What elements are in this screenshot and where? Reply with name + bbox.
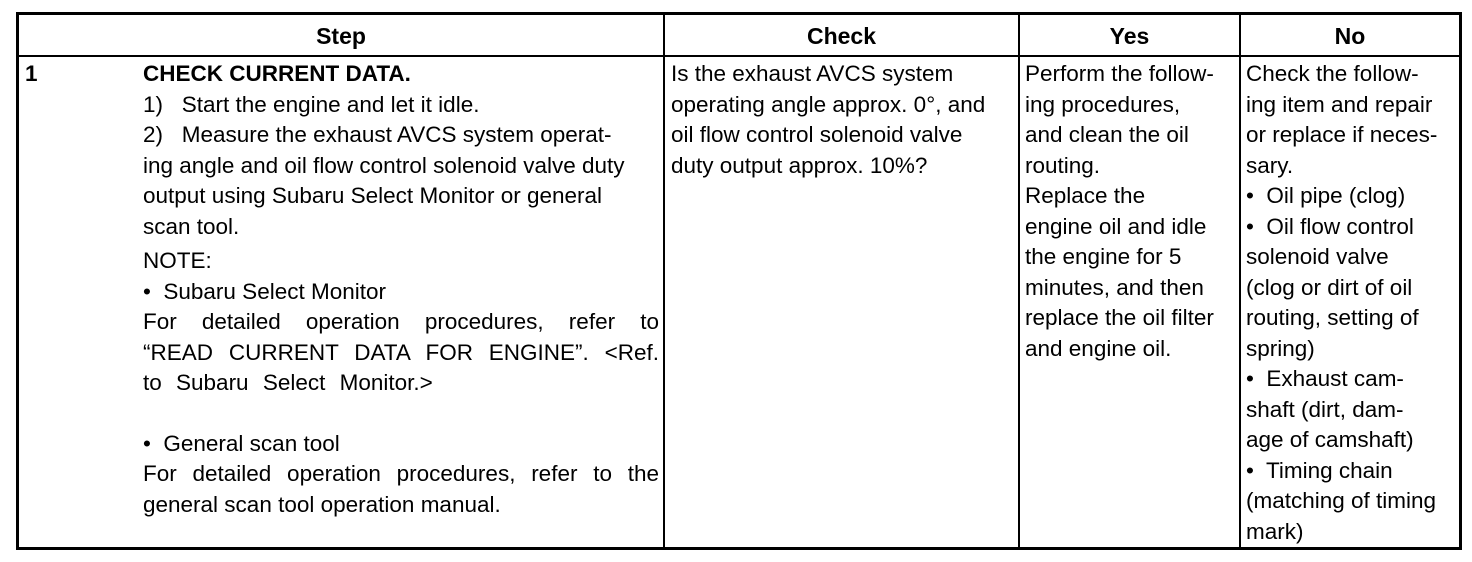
column-divider-yes-no: [1239, 15, 1241, 547]
no-line-5: • Oil pipe (clog): [1246, 183, 1406, 208]
column-divider-check-yes: [1018, 15, 1020, 547]
no-line-11: • Exhaust cam-: [1246, 366, 1404, 391]
step-instruction-2b: ing angle and oil flow control solenoid valve duty: [143, 152, 625, 178]
no-cell: [1246, 59, 1458, 547]
step-cell: [143, 59, 659, 520]
no-line-8: (clog or dirt of oil: [1246, 274, 1413, 300]
yes-line-2: ing procedures,: [1025, 91, 1181, 117]
no-line-7: solenoid valve: [1246, 244, 1389, 269]
step-instruction-2a: 2) Measure the exhaust AVCS system operat-: [143, 122, 612, 147]
note-general-scan-tool-text-a: For detailed operation procedures, refer to the: [143, 461, 659, 486]
no-line-10: spring): [1246, 335, 1315, 361]
header-step: Step: [316, 23, 366, 49]
yes-line-4: routing.: [1025, 152, 1101, 178]
yes-line-7: the engine for 5: [1025, 244, 1182, 269]
step-instruction-2d: scan tool.: [143, 213, 240, 239]
check-line-4: duty output approx. 10%?: [671, 152, 928, 178]
yes-cell: [1025, 59, 1237, 364]
check-cell: [671, 59, 1015, 181]
check-line-3: oil flow control solenoid valve: [671, 122, 963, 147]
yes-line-3: and clean the oil: [1025, 122, 1189, 147]
check-line-1: Is the exhaust AVCS system: [671, 61, 954, 86]
header-no: No: [1334, 23, 1366, 49]
step-number: 1: [25, 61, 38, 86]
no-line-4: sary.: [1246, 152, 1294, 178]
yes-line-5: Replace the: [1025, 183, 1146, 208]
header-divider: [19, 55, 1459, 57]
note-general-scan-tool-text-b: general scan tool operation manual.: [143, 491, 501, 517]
column-divider-step-check: [663, 15, 665, 547]
no-line-16: mark): [1246, 518, 1304, 544]
step-title: CHECK CURRENT DATA.: [143, 61, 411, 86]
no-line-2: ing item and repair: [1246, 91, 1433, 117]
note-spacer: [143, 399, 659, 429]
yes-line-1: Perform the follow-: [1025, 61, 1214, 86]
yes-line-9: replace the oil filter: [1025, 305, 1214, 330]
check-line-2: operating angle approx. 0°, and: [671, 91, 986, 117]
step-instruction-2c: output using Subaru Select Monitor or general: [143, 183, 603, 208]
no-line-15: (matching of timing: [1246, 488, 1437, 513]
note-select-monitor-text-a: For detailed operation procedures, refer to: [143, 309, 659, 334]
no-line-6: • Oil flow control: [1246, 213, 1414, 239]
note-select-monitor-text-c: to Subaru Select Monitor.>: [143, 370, 433, 395]
note-bullet-select-monitor: • Subaru Select Monitor: [143, 278, 386, 304]
yes-line-8: minutes, and then: [1025, 274, 1204, 300]
no-line-3: or replace if neces-: [1246, 122, 1438, 147]
diagnostic-table: [16, 12, 1462, 550]
note-label: NOTE:: [143, 248, 212, 273]
yes-line-6: engine oil and idle: [1025, 213, 1207, 239]
note-bullet-general-scan-tool: • General scan tool: [143, 430, 340, 456]
no-line-1: Check the follow-: [1246, 61, 1419, 86]
no-line-9: routing, setting of: [1246, 305, 1419, 330]
yes-line-10: and engine oil.: [1025, 335, 1172, 361]
no-line-14: • Timing chain: [1246, 457, 1393, 483]
step-instruction-1: 1) Start the engine and let it idle.: [143, 91, 480, 117]
no-line-13: age of camshaft): [1246, 427, 1414, 452]
note-select-monitor-text-b: “READ CURRENT DATA FOR ENGINE”. <Ref.: [143, 339, 659, 365]
header-check: Check: [806, 23, 877, 49]
no-line-12: shaft (dirt, dam-: [1246, 396, 1404, 422]
header-yes: Yes: [1109, 23, 1150, 49]
